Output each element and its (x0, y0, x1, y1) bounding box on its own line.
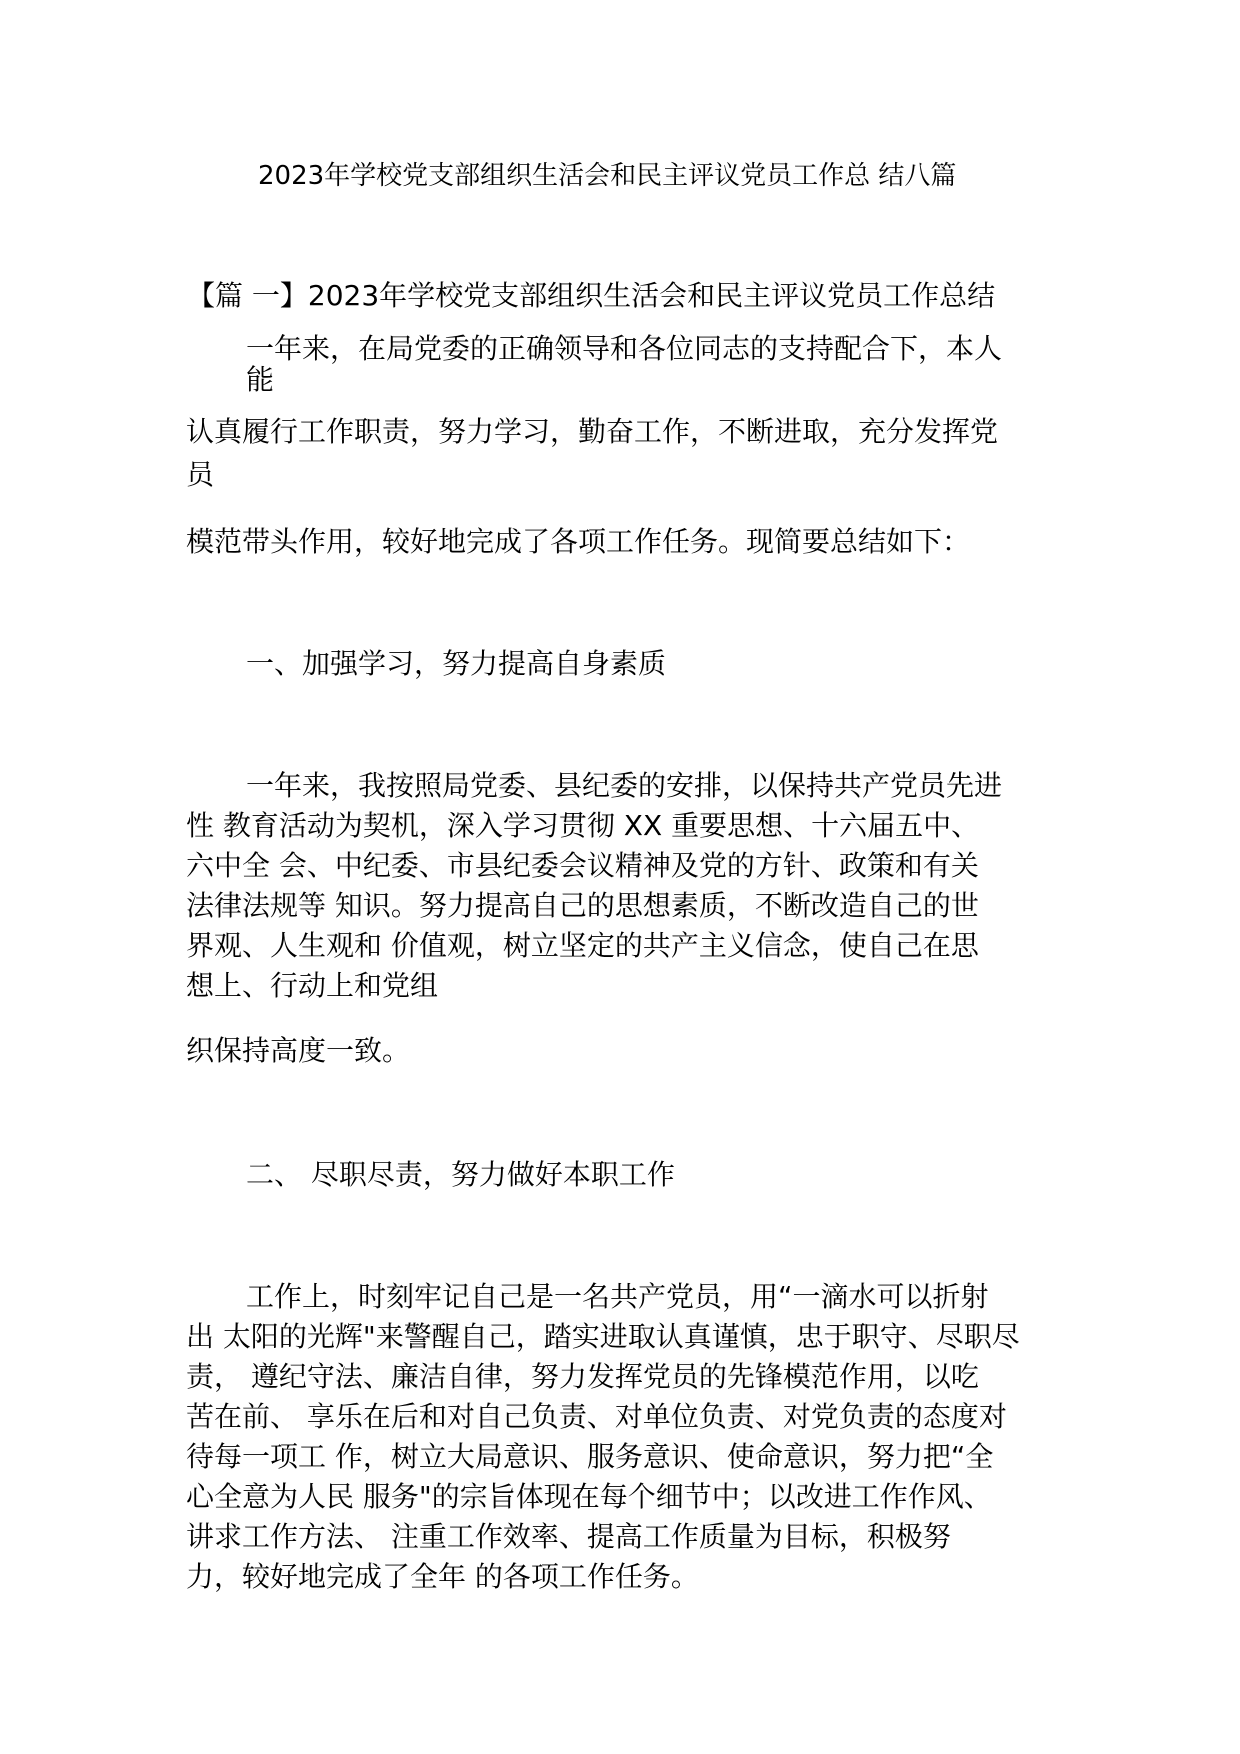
paragraph-line: 心全意为人民 服务"的宗旨体现在每个细节中；以改进工作作风、 (186, 1480, 992, 1513)
paragraph-line: 模范带头作用，较好地完成了各项工作任务。现简要总结如下： (186, 525, 971, 558)
paragraph-line: 想上、行动上和党组 (186, 969, 439, 1002)
paragraph-line: 一年来，我按照局党委、县纪委的安排，以保持共产党员先进 (246, 769, 1003, 802)
paragraph-line: 讲求工作方法、 注重工作效率、提高工作质量为目标，积极努 (186, 1520, 951, 1553)
paragraph-line: 力，较好地完成了全年 的各项工作任务。 (186, 1560, 699, 1593)
paragraph-line: 员 (186, 458, 215, 491)
document-title: 2023年学校党支部组织生活会和民主评议党员工作总 结八篇 (258, 161, 957, 191)
section-heading-part-one: 【篇 一】2023年学校党支部组织生活会和民主评议党员工作总结 (187, 279, 996, 312)
section-heading-1: 一、加强学习，努力提高自身素质 (246, 647, 667, 680)
paragraph-line: 六中全 会、中纪委、市县纪委会议精神及党的方针、政策和有关 (186, 849, 979, 882)
paragraph-line: 能 (246, 363, 275, 396)
paragraph-line: 界观、人生观和 价值观，树立坚定的共产主义信念，使自己在思 (186, 929, 979, 962)
paragraph-line: 织保持高度一致。 (186, 1034, 411, 1067)
paragraph-line: 苦在前、 享乐在后和对自己负责、对单位负责、对党负责的态度对 (186, 1400, 1007, 1433)
paragraph-line: 出 太阳的光辉"来警醒自己，踏实进取认真谨慎，忠于职守、尽职尽 (186, 1320, 1020, 1353)
section-heading-2: 二、 尽职尽责，努力做好本职工作 (246, 1158, 675, 1191)
paragraph-line: 一年来，在局党委的正确领导和各位同志的支持配合下，本人 (246, 332, 1003, 365)
paragraph-line: 工作上，时刻牢记自己是一名共产党员，用“一滴水可以折射 (246, 1280, 989, 1313)
paragraph-line: 法律法规等 知识。努力提高自己的思想素质，不断改造自己的世 (186, 889, 979, 922)
paragraph-line: 责， 遵纪守法、廉洁自律，努力发挥党员的先锋模范作用，以吃 (186, 1360, 979, 1393)
paragraph-line: 性 教育活动为契机，深入学习贯彻 XX 重要思想、十六届五中、 (186, 809, 980, 842)
paragraph-line: 待每一项工 作，树立大局意识、服务意识、使命意识，努力把“全 (186, 1440, 994, 1473)
paragraph-line: 认真履行工作职责，努力学习，勤奋工作，不断进取，充分发挥党 (186, 415, 999, 448)
